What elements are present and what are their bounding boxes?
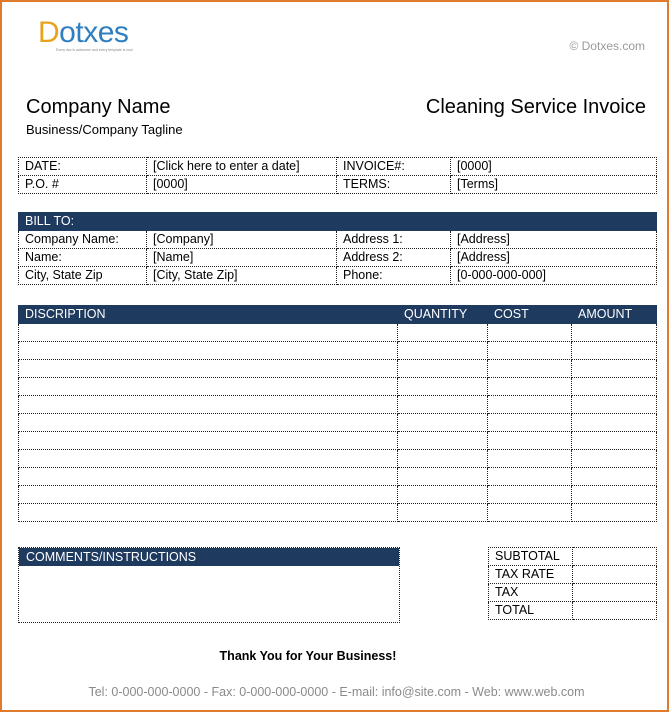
table-row [19,486,657,504]
tax-label: TAX [489,584,573,602]
table-row [19,396,657,414]
amount-cell[interactable] [572,342,657,360]
city-state-zip-label: City, State Zip [19,267,147,285]
amount-cell[interactable] [572,450,657,468]
terms-field[interactable]: [Terms] [451,176,657,194]
quantity-cell[interactable] [398,468,488,486]
quantity-cell[interactable] [398,450,488,468]
po-label: P.O. # [19,176,147,194]
tax-rate-field[interactable] [573,566,657,584]
tax-field[interactable] [573,584,657,602]
description-column-header: DISCRIPTION [19,306,398,324]
po-field[interactable]: [0000] [147,176,337,194]
date-label: DATE: [19,158,147,176]
company-name-label: Company Name: [19,231,147,249]
table-row [19,249,657,267]
cost-cell[interactable] [488,378,572,396]
invoice-number-label: INVOICE#: [337,158,451,176]
table-row [19,176,657,194]
table-row [19,342,657,360]
table-row [489,566,657,584]
thank-you-note: Thank You for Your Business! [219,649,397,663]
description-cell[interactable] [19,396,398,414]
address2-field[interactable]: [Address] [451,249,657,267]
dotxes-logo [38,16,158,56]
items-header-row [19,306,657,324]
amount-cell[interactable] [572,486,657,504]
cost-cell[interactable] [488,396,572,414]
address1-field[interactable]: [Address] [451,231,657,249]
table-row [19,158,657,176]
amount-cell[interactable] [572,324,657,342]
quantity-cell[interactable] [398,324,488,342]
amount-cell[interactable] [572,360,657,378]
date-field[interactable]: [Click here to enter a date] [147,158,337,176]
cost-cell[interactable] [488,342,572,360]
amount-column-header: AMOUNT [572,306,657,324]
address2-label: Address 2: [337,249,451,267]
terms-label: TERMS: [337,176,451,194]
total-label: TOTAL [489,602,573,620]
description-cell[interactable] [19,504,398,522]
bill-to-header-row [19,213,657,231]
logo-tagline: Every doc is awesome and every template is cool [56,48,133,52]
quantity-cell[interactable] [398,396,488,414]
table-row [19,378,657,396]
amount-cell[interactable] [572,396,657,414]
quantity-cell[interactable] [398,504,488,522]
quantity-cell[interactable] [398,342,488,360]
description-cell[interactable] [19,324,398,342]
description-cell[interactable] [19,486,398,504]
table-row [19,504,657,522]
quantity-cell[interactable] [398,378,488,396]
city-state-zip-field[interactable]: [City, State Zip] [147,267,337,285]
table-row [19,324,657,342]
cost-column-header: COST [488,306,572,324]
table-row [19,267,657,285]
table-row [489,584,657,602]
cost-cell[interactable] [488,414,572,432]
cost-cell[interactable] [488,450,572,468]
subtotal-field[interactable] [573,548,657,566]
invoice-title: Cleaning Service Invoice [425,96,646,118]
description-cell[interactable] [19,432,398,450]
invoice-number-field[interactable]: [0000] [451,158,657,176]
quantity-cell[interactable] [398,432,488,450]
name-label: Name: [19,249,147,267]
table-row [19,468,657,486]
cost-cell[interactable] [488,486,572,504]
logo-wordmark: Dotxes [38,16,129,49]
amount-cell[interactable] [572,414,657,432]
description-cell[interactable] [19,450,398,468]
cost-cell[interactable] [488,468,572,486]
description-cell[interactable] [19,414,398,432]
amount-cell[interactable] [572,468,657,486]
table-row [489,602,657,620]
table-row [19,414,657,432]
amount-cell[interactable] [572,378,657,396]
cost-cell[interactable] [488,504,572,522]
quantity-column-header: QUANTITY [398,306,488,324]
company-name[interactable]: Company Name [26,96,171,118]
phone-label: Phone: [337,267,451,285]
line-items-body [19,324,657,522]
table-row [19,231,657,249]
description-cell[interactable] [19,360,398,378]
amount-cell[interactable] [572,432,657,450]
quantity-cell[interactable] [398,414,488,432]
totals-table [488,547,657,620]
copyright-notice: © Dotxes.com [569,39,645,53]
table-row [489,548,657,566]
cost-cell[interactable] [488,324,572,342]
comments-header: COMMENTS/INSTRUCTIONS [19,548,399,566]
contact-footer: Tel: 0-000-000-0000 - Fax: 0-000-000-0000 - E-mail: info@site.com - Web: www.web.com [88,685,585,699]
tax-rate-label: TAX RATE [489,566,573,584]
description-cell[interactable] [19,468,398,486]
cost-cell[interactable] [488,432,572,450]
table-row [19,360,657,378]
name-field[interactable]: [Name] [147,249,337,267]
phone-field[interactable]: [0-000-000-000] [451,267,657,285]
total-field[interactable] [573,602,657,620]
quantity-cell[interactable] [398,486,488,504]
description-cell[interactable] [19,378,398,396]
company-field[interactable]: [Company] [147,231,337,249]
bill-to-header: BILL TO: [19,213,657,231]
description-cell[interactable] [19,342,398,360]
address1-label: Address 1: [337,231,451,249]
invoice-info-table [18,157,657,194]
company-tagline[interactable]: Business/Company Tagline [26,122,183,137]
table-row [19,450,657,468]
bill-to-table [18,212,657,285]
quantity-cell[interactable] [398,360,488,378]
amount-cell[interactable] [572,504,657,522]
table-row [19,432,657,450]
comments-box[interactable] [18,547,400,623]
line-items-table [18,305,657,522]
cost-cell[interactable] [488,360,572,378]
subtotal-label: SUBTOTAL [489,548,573,566]
